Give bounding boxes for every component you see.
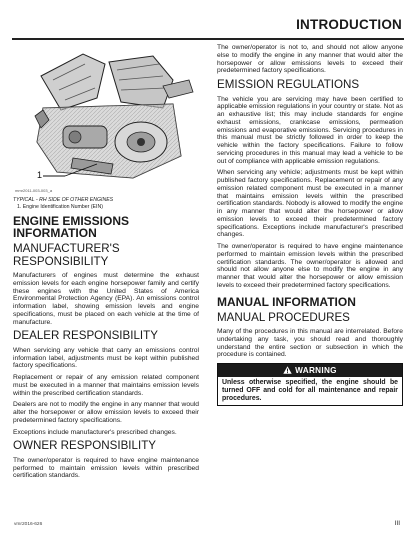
page-header-title: INTRODUCTION xyxy=(296,17,402,32)
figure-caption-title: TYPICAL - RH SIDE OF OTHER ENGINES xyxy=(13,197,114,203)
warning-box xyxy=(217,363,403,406)
engine-figure xyxy=(13,46,199,194)
paragraph-manufacturer: Manufacturers of engines must determine the exhaust emission levels for each engine horsepower family and certify these engines with the United States of America Environmental Protection Agency (EPA). An emissions control information label, showing emission levels and engine specifications, must be placed on each vehicle at the time of manufacture. xyxy=(13,272,199,326)
paragraph-dealer-1: When servicing any vehicle that carry an emissions control information label, adjustments must be kept within published factory specifications. xyxy=(13,346,199,370)
warning-title: WARNING xyxy=(295,365,337,375)
figure-callout-number: 1 xyxy=(37,170,43,180)
paragraph-dealer-2: Replacement or repair of any emission related component must be executed in a manner that maintains emission levels within the prescribed certification standards. xyxy=(13,374,199,397)
paragraph-emission-2: When servicing any vehicle; adjustments must be kept within published factory specifications. Replacement or repair of any emission related component must be executed in a manner that maintains emission levels within the prescribed certification standards. Nobody is allowed to modify the engine in any manner that would alter the horsepower or allow emission levels to exceed their predetermined factory specifications. Exceptions include manufacturer's prescribed changes. xyxy=(217,169,403,239)
heading-owner-responsibility: OWNER RESPONSIBILITY xyxy=(13,439,157,453)
paragraph-procedures: Many of the procedures in this manual are interrelated. Before undertaking any task, you should read and thoroughly understand the entire section or subsection in which the procedure is contained. xyxy=(217,328,403,359)
figure-code: mmr2011-003-003_a xyxy=(15,188,53,193)
left-column xyxy=(13,46,199,484)
paragraph-emission-3: The owner/operator is required to have engine maintenance performed to maintain emission levels within the prescribed certification standards. The owner/operator is allowed and should not allow anyone else to modify the engine in any manner that would alter the horsepower or allow emission levels to exceed their predetermined factory specifications. xyxy=(217,243,403,289)
footer-page-number: III xyxy=(394,520,400,527)
header-rule xyxy=(12,38,404,40)
engine-illustration xyxy=(13,46,199,194)
paragraph-dealer-3: Dealers are not to modify the engine in any manner that would alter the horsepower or allow emission levels to exceed their predetermined factory specifications. xyxy=(13,401,199,424)
paragraph-emission-1: The vehicle you are servicing may have been certified to applicable emission regulations in your country or state. Not as an exhaustive list; this may include standards for engine exhaust emissions, crankcase emissions, permeation emissions and evaporative emissions. Servicing procedures in this manual must be strictly followed in order to keep the vehicle within the factory specifications. Failure to follow servicing procedures in this manual may lead a vehicle to be out of compliance with applicable emission regulations. xyxy=(217,95,403,165)
heading-manufacturer-responsibility: MANUFACTURER'S RESPONSIBILITY xyxy=(13,242,120,268)
heading-engine-emissions: ENGINE EMISSIONS INFORMATION xyxy=(13,214,130,240)
paragraph-dealer-4: Exceptions include manufacturer's prescribed changes. xyxy=(13,428,177,436)
warning-triangle-icon xyxy=(283,366,292,376)
heading-manual-information: MANUAL INFORMATION xyxy=(217,294,356,309)
paragraph-owner: The owner/operator is required to have engine maintenance performed to maintain emission levels within prescribed certification standards. xyxy=(13,456,199,480)
heading-emission-regulations: EMISSION REGULATIONS xyxy=(217,78,360,91)
warning-header xyxy=(218,364,402,377)
heading-manual-procedures: MANUAL PROCEDURES xyxy=(217,310,350,324)
warning-text: Unless otherwise specified, the engine should be turned OFF and cold for all maintenance and repair procedures. xyxy=(222,379,398,402)
paragraph-owner-continued: The owner/operator is not to, and should not allow anyone else to modify the engine in any manner that would alter the horsepower or allow emissions levels to exceed their predetermined factory specifications. xyxy=(217,44,403,75)
footer-doc-code: vmr2016-626 xyxy=(14,522,43,527)
heading-dealer-responsibility: DEALER RESPONSIBILITY xyxy=(13,329,158,343)
right-column xyxy=(217,44,403,406)
figure-caption-item: 1. Engine Identification Number (EIN) xyxy=(17,204,103,210)
